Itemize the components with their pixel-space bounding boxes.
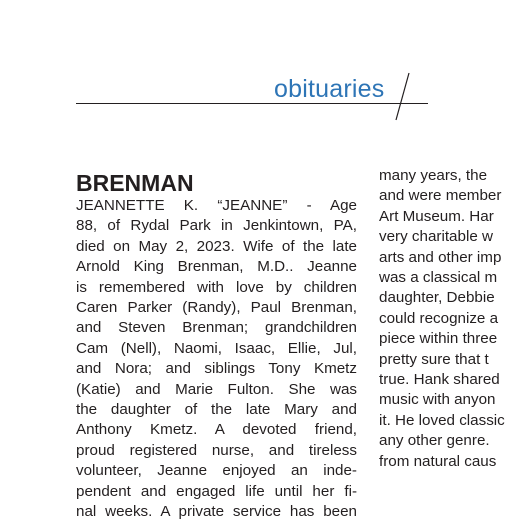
body-line: piece within three [379, 330, 498, 348]
body-line: proud registered nurse, and tireless [76, 441, 357, 459]
body-line: pretty sure that t [379, 350, 489, 368]
body-line: and were member [379, 187, 502, 205]
obituary-column-left [76, 166, 357, 523]
body-line: from natural caus [379, 452, 497, 470]
slash-divider [390, 72, 414, 122]
body-line: JEANNETTE K. “JEANNE” - Age [76, 197, 357, 214]
body-line: was a classical m [379, 269, 498, 287]
body-line: music with anyon [379, 391, 496, 409]
header-rule [76, 103, 428, 104]
body-line: pendent and engaged life until her fi- [76, 482, 357, 500]
body-line: 88, of Rydal Park in Jenkintown, PA, [76, 217, 357, 235]
body-line: and Steven Brenman; grandchildren [76, 319, 357, 337]
body-line: Anthony Kmetz. A devoted friend, [76, 421, 357, 439]
body-line: any other genre. [379, 432, 490, 450]
body-line: Arnold King Brenman, M.D.. Jeanne [76, 258, 357, 276]
body-line: Cam (Nell), Naomi, Isaac, Ellie, Jul, [76, 339, 357, 357]
body-line: daughter, Debbie [379, 289, 495, 307]
body-line: the daughter of the late Mary and [76, 401, 357, 419]
body-line: it. He loved classic [379, 411, 505, 429]
body-line: nal weeks. A private service has been [76, 503, 357, 521]
section-title: obituaries [274, 75, 385, 103]
body-line: volunteer, Jeanne enjoyed an inde- [76, 462, 357, 480]
obituary-headline: BRENMAN [76, 170, 194, 196]
body-line: many years, the [379, 167, 488, 184]
body-line: very charitable w [379, 228, 493, 246]
body-line: and Nora; and siblings Tony Kmetz [76, 360, 357, 378]
obituary-column-right [379, 166, 512, 472]
obituary-body [76, 196, 357, 523]
body-line: Art Museum. Har [379, 207, 494, 225]
body-line: is remembered with love by children [76, 278, 357, 296]
body-line: true. Hank shared [379, 371, 500, 389]
body-line: Caren Parker (Randy), Paul Brenman, [76, 299, 357, 317]
obituary-body-continued [379, 166, 512, 472]
body-line: could recognize a [379, 309, 499, 327]
body-line: arts and other imp [379, 248, 502, 266]
body-line: died on May 2, 2023. Wife of the late [76, 237, 357, 255]
body-line: (Katie) and Marie Fulton. She was [76, 380, 357, 398]
